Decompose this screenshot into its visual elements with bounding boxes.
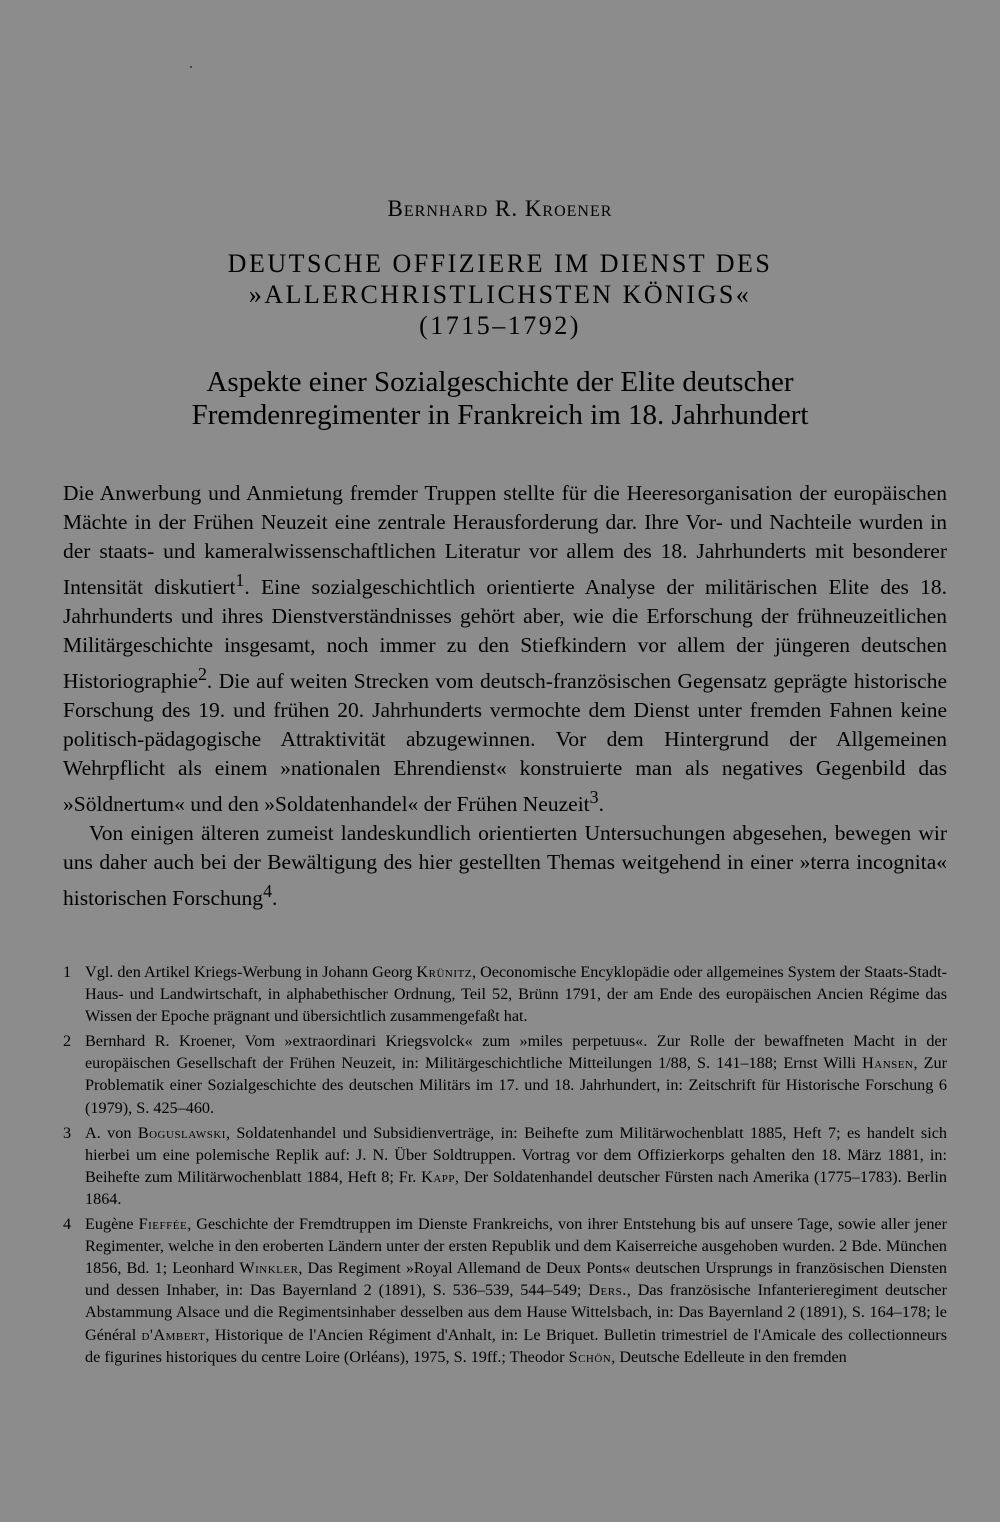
footnote-number: 4 (63, 1215, 72, 1234)
author-name-smallcaps: Ders. (588, 1281, 627, 1300)
footnote-4 (63, 1213, 947, 1368)
author-name-smallcaps: d'Ambert (141, 1325, 206, 1344)
author-name-smallcaps: Krünitz (416, 963, 472, 981)
footnote-number: 2 (63, 1032, 72, 1051)
text-run: . Die auf weiten Strecken vom deutsch-französischen Gegensatz geprägte historische Forschung des 19. und frühen 20. Jahrhunderts vermochte dem Dienst unter fremden Fahnen keine politisch-pädagogische Attraktivität abzugewinnen. Vor dem Hintergrund der Allgemeinen Wehrpflicht als einem »nationalen Ehrendienst« konstruierte man als negatives Gegenbild das »Söldnertum« und den »Soldatenhandel« der Frühen Neuzeit (63, 669, 947, 817)
footnote-number: 1 (63, 963, 72, 981)
footnote-text (85, 961, 947, 1027)
subtitle-line-1: Aspekte einer Sozialgeschichte der Elite deutscher (206, 366, 794, 398)
text-run: , Deutsche Edelleute in den fremden (611, 1347, 847, 1366)
title-line-3: (1715–1792) (419, 311, 581, 340)
subtitle-line-2: Fremdenregimenter in Frankreich im 18. Jahrhundert (191, 399, 809, 431)
footnote-ref-1: 1 (235, 570, 245, 590)
main-text (63, 479, 947, 914)
text-run: . Eine sozialgeschichtlich orientierte Analyse der militärischen Elite des 18. Jahrhunderts und ihres Dienstverständnisses gehört aber, wie die Erforschung der frühneuzeitlichen Militärgeschichte insgesamt, noch immer zu den Stiefkindern vor allem der jüngeren deutschen Historiographie (63, 575, 947, 694)
article-title (0, 248, 1000, 341)
author-name-smallcaps: Boguslawski (137, 1123, 226, 1142)
text-run: , Das Regiment »Royal Allemand de Deux Ponts« deutschen Ursprungs in französischen Diensten und dessen Inhaber, in: Das Bayernland 2 (1891), S. 536–539, 544–549; (85, 1259, 947, 1300)
paragraph-1 (63, 479, 947, 819)
footnote-text (85, 1213, 947, 1368)
author-name-smallcaps: Winkler (239, 1259, 299, 1278)
footnote-1 (63, 961, 947, 1027)
text-run: , Zur Problematik einer Sozialgeschichte des deutschen Militärs im 17. und 18. Jahrhundert, in: Zeitschrift für Historische Forschung 6 (1979), S. 425–460. (85, 1054, 947, 1117)
title-line-2: »ALLERCHRISTLICHSTEN KÖNIGS« (248, 280, 752, 309)
text-run: Von einigen älteren zumeist landeskundlich orientierten Untersuchungen abgesehen, bewegen wir uns daher auch bei der Bewältigung des hier gestellten Themas weitgehend in einer »terra incognita« historischen Forschung (63, 821, 947, 911)
footnote-3 (63, 1122, 947, 1210)
text-run: , Geschichte der Fremdtruppen im Dienste Frankreichs, von ihrer Entstehung bis auf unsere Tage, sowie aller jener Regimenter, welche in den eroberten Ländern unter der ersten Republik und dem Kaiserreiche ausgehoben wurden. 2 Bde. München 1856, Bd. 1; Leonhard (85, 1215, 947, 1278)
text-run: A. von (85, 1123, 138, 1142)
text-run: . (272, 886, 278, 911)
author-name-smallcaps: Fieffée (138, 1215, 188, 1234)
text-run: , Historique de l'Ancien Régiment d'Anhalt, in: Le Briquet. Bulletin trimestriel de l'Amicale des collectionneurs de figurines historiques du centre Loire (Orléans), 1975, S. 19ff.; Theodor (85, 1325, 947, 1366)
text-run: . (598, 792, 604, 817)
footnote-ref-2: 2 (197, 664, 207, 685)
author-name-smallcaps: Kapp (421, 1167, 455, 1186)
footnote-number: 3 (63, 1123, 72, 1142)
author-name-smallcaps: Hansen (862, 1054, 914, 1073)
author-name-smallcaps: Schön (568, 1347, 612, 1366)
scan-speck (190, 66, 192, 68)
text-run: Die Anwerbung und Anmietung fremder Truppen stellte für die Heeresorganisation der europäischen Mächte in der Frühen Neuzeit eine zentrale Herausforderung dar. Ihre Vor- und Nachteile wurden in der staats- und kameralwissenschaftlichen Literatur vor allem des 18. Jahrhunderts mit besonderer Intensität diskutiert (63, 481, 947, 600)
footnote-2 (63, 1030, 947, 1118)
text-run: Vgl. den Artikel Kriegs-Werbung in Johann Georg (85, 963, 417, 981)
author-name: Bernhard R. Kroener (387, 196, 613, 221)
text-run: , Der Soldatenhandel deutscher Fürsten nach Amerika (1775–1783). Berlin 1864. (85, 1167, 948, 1208)
text-run: Bernhard R. Kroener, Vom »extraordinari Kriegsvolck« zum »miles perpetuus«. Zur Rolle der bewaffneten Macht in der europäischen Gesellschaft der Frühen Neuzeit, in: Militärgeschichtliche Mitteilungen 1/88, S. 141–188; Ernst Willi (85, 1032, 947, 1073)
footnotes (63, 961, 947, 1371)
title-line-1: DEUTSCHE OFFIZIERE IM DIENST DES (227, 249, 773, 278)
text-run: , Das französische Infanterieregiment deutscher Abstammung Alsace und die Regimentsinhaber desselben aus dem Hause Wittelsbach, in: Das Bayernland 2 (1891), S. 164–178; le Général (85, 1281, 947, 1344)
text-run: , Oeconomische Encyklopädie oder allgemeines System der Staats-Stadt-Haus- und Landwirtschaft, in alphabethischer Ordnung, Teil 52, Brünn 1791, der am Ende des europäischen Ancien Régime das Wissen der Epoche prägnant und übersichtlich zusammengefaßt hat. (85, 963, 947, 1026)
article-subtitle (0, 366, 1000, 432)
footnote-ref-3: 3 (589, 787, 599, 808)
footnote-text (85, 1030, 947, 1118)
paragraph-2 (63, 819, 947, 913)
footnote-ref-4: 4 (263, 881, 273, 902)
text-run: , Soldatenhandel und Subsidienverträge, in: Beihefte zum Militärwochenblatt 1885, Heft 7; es handelt sich hierbei um eine polemische Replik auf: J. N. Über Soldtruppen. Vortrag vor dem Offizierkorps gehalten den 18. März 1881, in: Beihefte zum Militärwochenblatt 1884, Heft 8; Fr. (85, 1123, 947, 1186)
footnote-text (85, 1122, 947, 1210)
text-run: Eugène (85, 1215, 139, 1234)
